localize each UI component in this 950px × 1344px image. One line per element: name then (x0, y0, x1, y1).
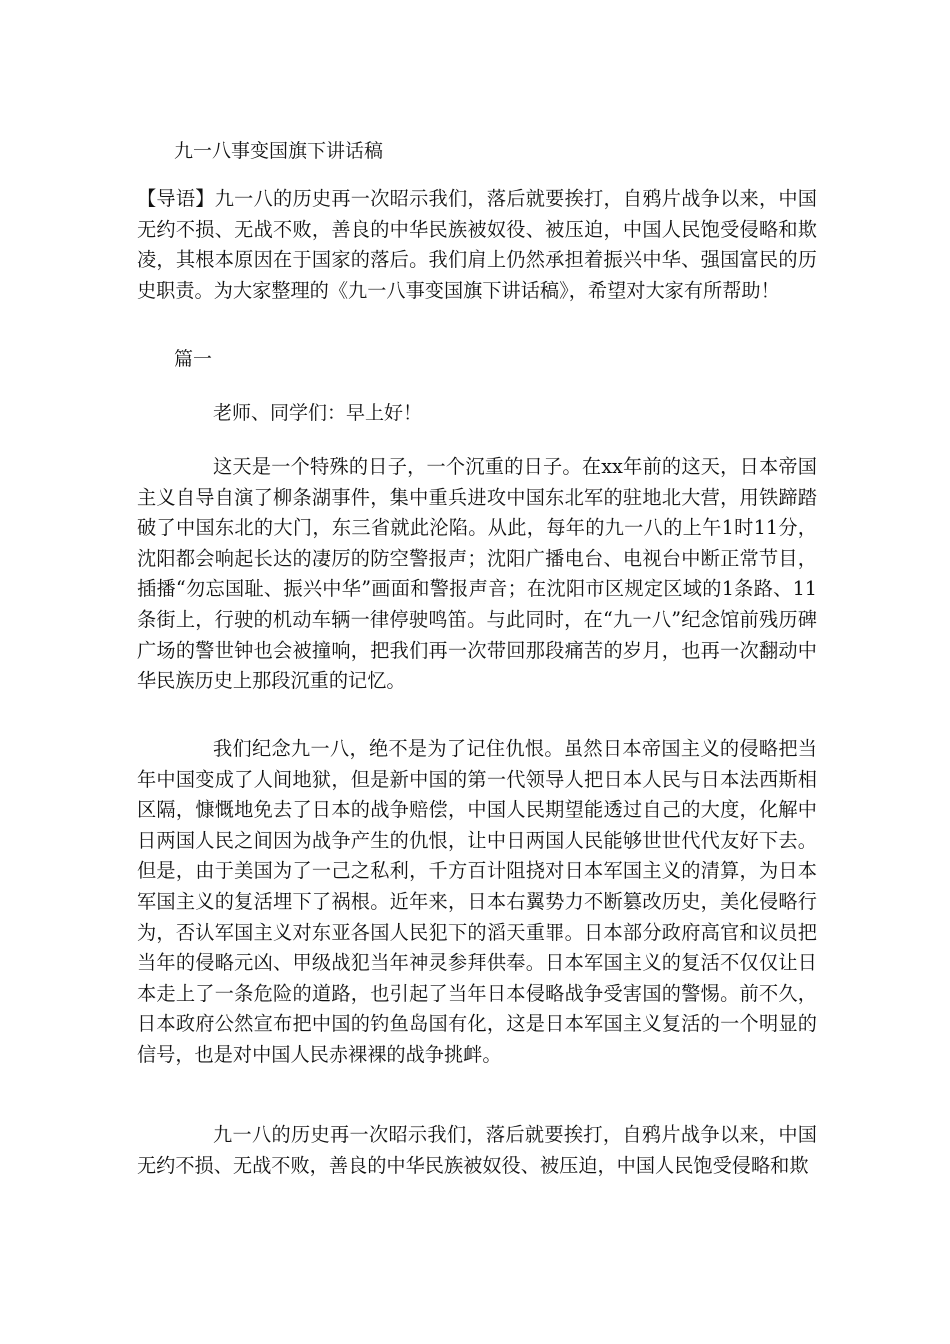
greeting-line: 老师、同学们：早上好！ (213, 402, 423, 424)
body-paragraph-2: 我们纪念九一八，绝不是为了记住仇恨。虽然日本帝国主义的侵略把当年中国变成了人间地狱，但是新中国的第一代领导人把日本人民与日本法西斯相区隔，慷慨地免去了日本的战争赔偿，中国人民期望能透过自己的大度，化解中日两国人民之间因为战争产生的仇恨，让中日两国人民能够世世代代友好下去。但是，由于美国为了一己之私利，千方百计阻挠对日本军国主义的清算，为日本军国主义的复活埋下了祸根。近年来，日本右翼势力不断篡改历史，美化侵略行为，否认军国主义对东亚各国人民犯下的滔天重罪。日本部分政府高官和议员把当年的侵略元凶、甲级战犯当年神灵参拜供奉。日本军国主义的复活不仅仅让日本走上了一条危险的道路，也引起了当年日本侵略战争受害国的警惕。前不久，日本政府公然宣布把中国的钓鱼岛国有化，这是日本军国主义复活的一个明显的信号，也是对中国人民赤裸裸的战争挑衅。 (137, 737, 817, 1066)
intro-paragraph: 【导语】九一八的历史再一次昭示我们，落后就要挨打，自鸦片战争以来，中国无约不损、无战不败，善良的中华民族被奴役、被压迫，中国人民饱受侵略和欺凌，其根本原因在于国家的落后。我们肩上仍然承担着振兴中华、强国富民的历史职责。为大家整理的《九一八事变国旗下讲话稿》，希望对大家有所帮助！ (137, 187, 817, 302)
body-paragraph-3: 九一八的历史再一次昭示我们，落后就要挨打，自鸦片战争以来，中国无约不损、无战不败，善良的中华民族被奴役、被压迫，中国人民饱受侵略和欺 (137, 1123, 817, 1177)
body-paragraph-1: 这天是一个特殊的日子，一个沉重的日子。在xx年前的这天，日本帝国主义自导自演了柳条湖事件，集中重兵进攻中国东北军的驻地北大营，用铁蹄踏破了中国东北的大门，东三省就此沦陷。从此，每年的九一八的上午1时11分，沈阳都会响起长达的凄厉的防空警报声；沈阳广播电台、电视台中断正常节目，插播“勿忘国耻、振兴中华”画面和警报声音；在沈阳市区规定区域的1条路、11条街上，行驶的机动车辆一律停驶鸣笛。与此同时，在“九一八”纪念馆前残历碑广场的警世钟也会被撞响，把我们再一次带回那段痛苦的岁月，也再一次翻动中华民族历史上那段沉重的记忆。 (137, 455, 817, 693)
document-title: 九一八事变国旗下讲话稿 (174, 140, 384, 162)
section-heading: 篇一 (174, 348, 213, 370)
